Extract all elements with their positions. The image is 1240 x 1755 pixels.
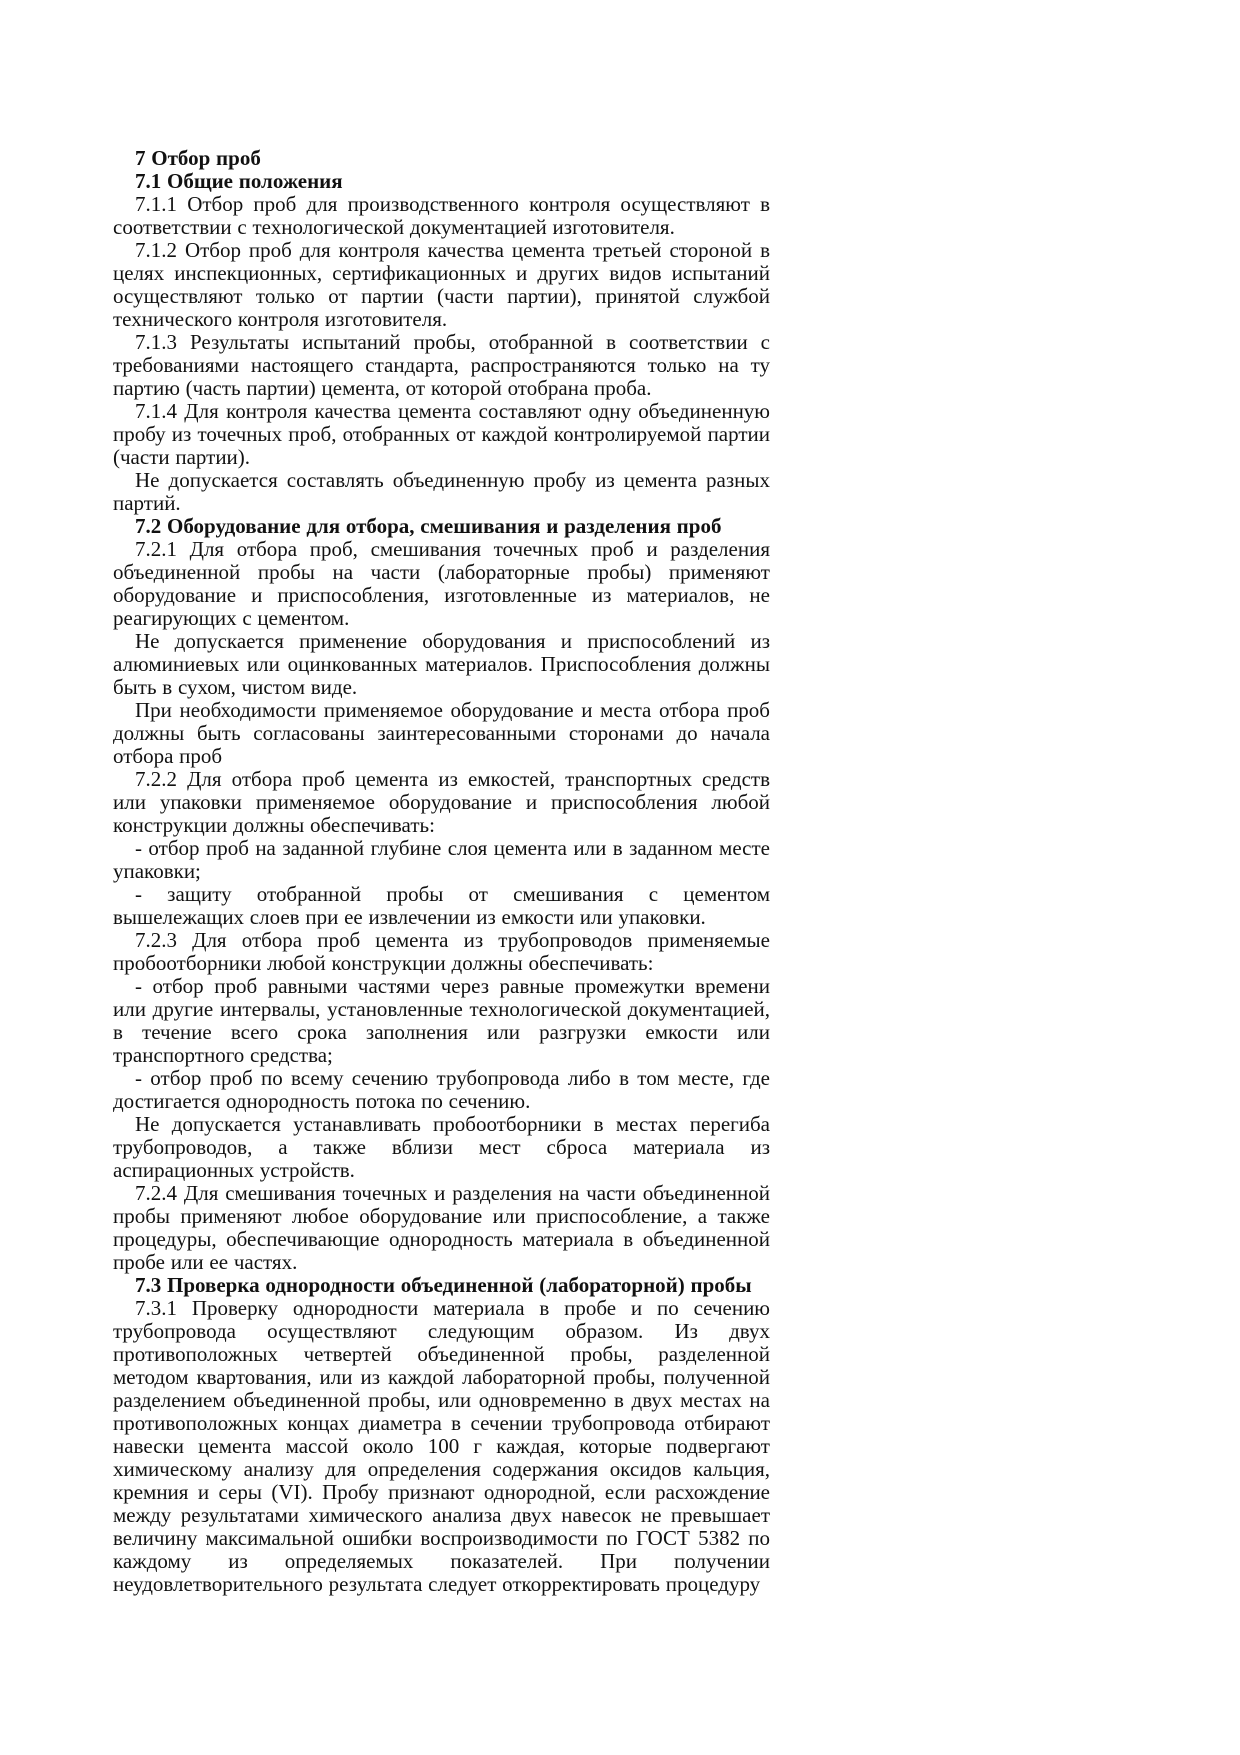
paragraph: 7.1.1 Отбор проб для производственного контроля осуществляют в соответствии с технологической документацией изготовителя. xyxy=(113,192,770,239)
paragraph: При необходимости применяемое оборудование и места отбора проб должны быть согласованы заинтересованными сторонами до начала отбора проб xyxy=(113,698,770,768)
paragraph: 7.1.3 Результаты испытаний пробы, отобранной в соответствии с требованиями настоящего стандарта, распространяются только на ту партию (часть партии) цемента, от которой отобрана проба. xyxy=(113,330,770,400)
section-heading: 7.1 Общие положения xyxy=(135,169,343,193)
paragraph: - отбор проб по всему сечению трубопровода либо в том месте, где достигается однородность потока по сечению. xyxy=(113,1066,770,1113)
paragraph: 7.1.2 Отбор проб для контроля качества цемента третьей стороной в целях инспекционных, сертификационных и других видов испытаний осуществляют только от партии (части партии), принятой службой технического контроля изготовителя. xyxy=(113,238,770,331)
section-heading: 7.2 Оборудование для отбора, смешивания и разделения проб xyxy=(135,514,722,538)
section-heading: 7 Отбор проб xyxy=(135,146,261,170)
paragraph: 7.2.3 Для отбора проб цемента из трубопроводов применяемые пробоотборники любой конструкции должны обеспечивать: xyxy=(113,928,770,975)
paragraph: 7.2.1 Для отбора проб, смешивания точечных проб и разделения объединенной пробы на части (лабораторные пробы) применяют оборудование и приспособления, изготовленные из материалов, не реагирующих с цементом. xyxy=(113,537,770,630)
section-heading: 7.3 Проверка однородности объединенной (лабораторной) пробы xyxy=(135,1273,752,1297)
paragraph: - отбор проб равными частями через равные промежутки времени или другие интервалы, установленные технологической документацией, в течение всего срока заполнения или разгрузки емкости или транспортного средства; xyxy=(113,974,770,1067)
paragraph: 7.1.4 Для контроля качества цемента составляют одну объединенную пробу из точечных проб, отобранных от каждой контролируемой партии (части партии). xyxy=(113,399,770,469)
paragraph: - защиту отобранной пробы от смешивания с цементом вышележащих слоев при ее извлечении из емкости или упаковки. xyxy=(113,882,770,929)
paragraph: - отбор проб на заданной глубине слоя цемента или в заданном месте упаковки; xyxy=(113,836,770,883)
paragraph: Не допускается составлять объединенную пробу из цемента разных партий. xyxy=(113,468,770,515)
paragraph: Не допускается применение оборудования и приспособлений из алюминиевых или оцинкованных материалов. Приспособления должны быть в сухом, чистом виде. xyxy=(113,629,770,699)
paragraph: 7.3.1 Проверку однородности материала в пробе и по сечению трубопровода осуществляют следующим образом. Из двух противоположных четвертей объединенной пробы, разделенной методом квартования, или из каждой лабораторной пробы, полученной разделением объединенной пробы, или одновременно в двух местах на противоположных концах диаметра в сечении трубопровода отбирают навески цемента массой около 100 г каждая, которые подвергают химическому анализу для определения содержания оксидов кальция, кремния и серы (VI). Пробу признают однородной, если расхождение между результатами химического анализа двух навесок не превышает величину максимальной ошибки воспроизводимости по ГОСТ 5382 по каждому из определяемых показателей. При получении неудовлетворительного результата следует откорректировать процедуру xyxy=(113,1296,770,1596)
document-body xyxy=(113,147,770,1596)
paragraph: 7.2.2 Для отбора проб цемента из емкостей, транспортных средств или упаковки применяемое оборудование и приспособления любой конструкции должны обеспечивать: xyxy=(113,767,770,837)
paragraph: Не допускается устанавливать пробоотборники в местах перегиба трубопроводов, а также вблизи мест сброса материала из аспирационных устройств. xyxy=(113,1112,770,1182)
paragraph: 7.2.4 Для смешивания точечных и разделения на части объединенной пробы применяют любое оборудование или приспособление, а также процедуры, обеспечивающие однородность материала в объединенной пробе или ее частях. xyxy=(113,1181,770,1274)
